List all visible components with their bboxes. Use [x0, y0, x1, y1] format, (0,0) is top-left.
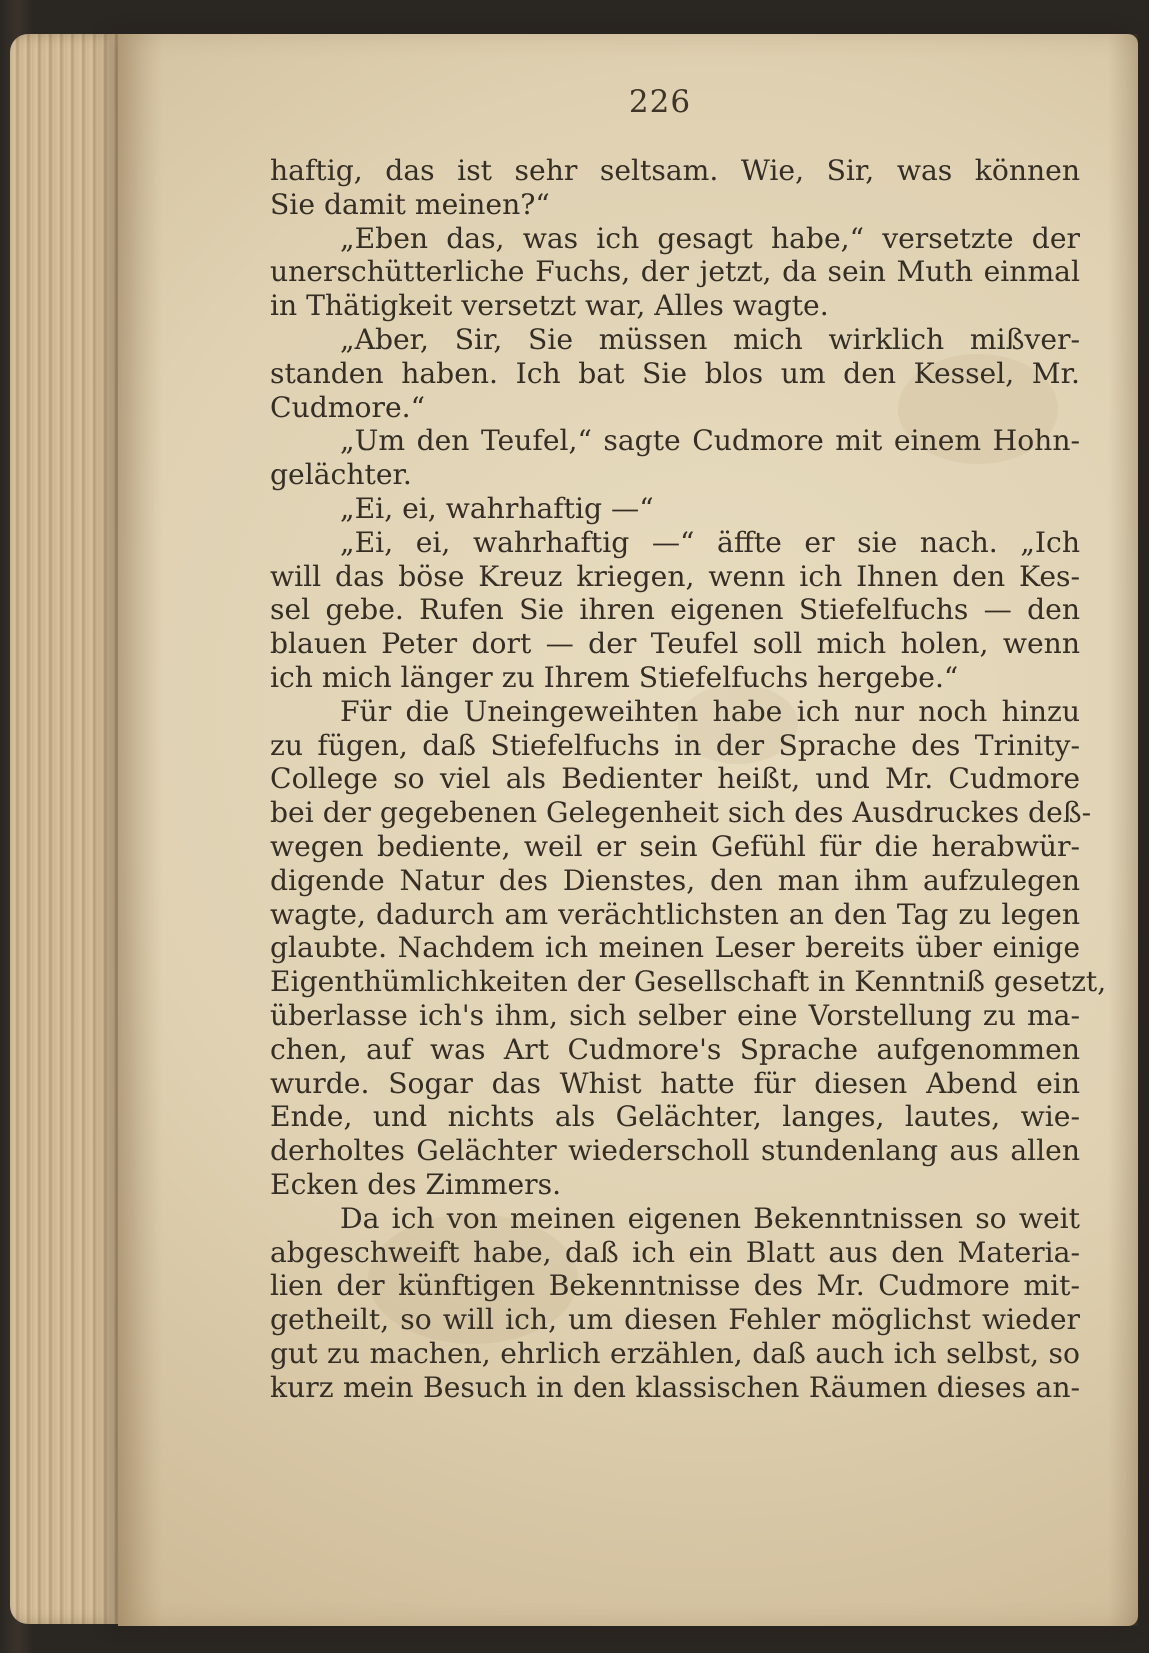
- text-line: kurz mein Besuch in den klassischen Räumen dieses an-: [270, 1370, 1080, 1404]
- text-line: derholtes Gelächter wiederscholl stundenlang aus allen: [270, 1134, 1080, 1168]
- text-line: überlasse ich's ihm, sich selber eine Vorstellung zu ma-: [270, 998, 1080, 1032]
- text-line: will das böse Kreuz kriegen, wenn ich Ihnen den Kes-: [270, 559, 1080, 593]
- page-number: 226: [628, 84, 692, 120]
- text-line: ich mich länger zu Ihrem Stiefelfuchs hergebe.“: [270, 660, 959, 694]
- text-line: haftig, das ist sehr seltsam. Wie, Sir, was können: [270, 154, 1080, 187]
- text-line: Ende, und nichts als Gelächter, langes, lautes, wie-: [270, 1100, 1080, 1134]
- text-line: „Aber, Sir, Sie müssen mich wirklich mißver-: [340, 322, 1080, 356]
- text-line: „Ei, ei, wahrhaftig —“ äffte er sie nach. „Ich: [340, 525, 1080, 559]
- text-line: gelächter.: [270, 458, 412, 492]
- text-line: wagte, dadurch am verächtlichsten an den Tag zu legen: [270, 897, 1080, 931]
- text-line: getheilt, so will ich, um diesen Fehler möglichst wieder: [270, 1303, 1080, 1337]
- text-line: wurde. Sogar das Whist hatte für diesen Abend ein: [270, 1066, 1080, 1100]
- text-line: Eigenthümlichkeiten der Gesellschaft in Kenntniß gesetzt,: [270, 965, 1107, 999]
- text-line: zu fügen, daß Stiefelfuchs in der Sprache des Trinity-: [270, 728, 1080, 762]
- text-line: gut zu machen, ehrlich erzählen, daß auch ich selbst, so: [270, 1336, 1080, 1370]
- text-line: Sie damit meinen?“: [270, 187, 550, 221]
- text-line: Ecken des Zimmers.: [270, 1167, 562, 1201]
- text-line: „Eben das, was ich gesagt habe,“ versetzte der: [340, 221, 1080, 255]
- text-line: digende Natur des Dienstes, den man ihm aufzulegen: [270, 863, 1080, 897]
- text-line: wegen bediente, weil er sein Gefühl für die herabwür-: [270, 829, 1080, 863]
- text-line: bei der gegebenen Gelegenheit sich des Ausdruckes deß-: [270, 796, 1092, 830]
- text-line: Cudmore.“: [270, 390, 425, 424]
- text-line: glaubte. Nachdem ich meinen Leser bereits über einige: [270, 931, 1080, 965]
- text-line: sel gebe. Rufen Sie ihren eigenen Stiefelfuchs — den: [270, 593, 1080, 627]
- text-line: standen haben. Ich bat Sie blos um den Kessel, Mr.: [270, 356, 1080, 390]
- text-line: Für die Uneingeweihten habe ich nur noch hinzu: [340, 694, 1080, 728]
- text-line: „Um den Teufel,“ sagte Cudmore mit einem Hohn-: [340, 424, 1080, 458]
- body-text: [270, 154, 1107, 1404]
- text-line: chen, auf was Art Cudmore's Sprache aufgenommen: [270, 1032, 1080, 1066]
- text-line: in Thätigkeit versetzt war, Alles wagte.: [270, 289, 829, 323]
- text-line: abgeschweift habe, daß ich ein Blatt aus den Materia-: [270, 1235, 1080, 1269]
- text-line: blauen Peter dort — der Teufel soll mich holen, wenn: [270, 627, 1080, 661]
- text-line: „Ei, ei, wahrhaftig —“: [340, 491, 654, 525]
- text-line: unerschütterliche Fuchs, der jetzt, da sein Muth einmal: [270, 255, 1080, 289]
- text-line: College so viel als Bedienter heißt, und Mr. Cudmore: [270, 762, 1080, 796]
- text-line: lien der künftigen Bekenntnisse des Mr. Cudmore mit-: [270, 1269, 1080, 1303]
- text-line: Da ich von meinen eigenen Bekenntnissen so weit: [340, 1201, 1080, 1235]
